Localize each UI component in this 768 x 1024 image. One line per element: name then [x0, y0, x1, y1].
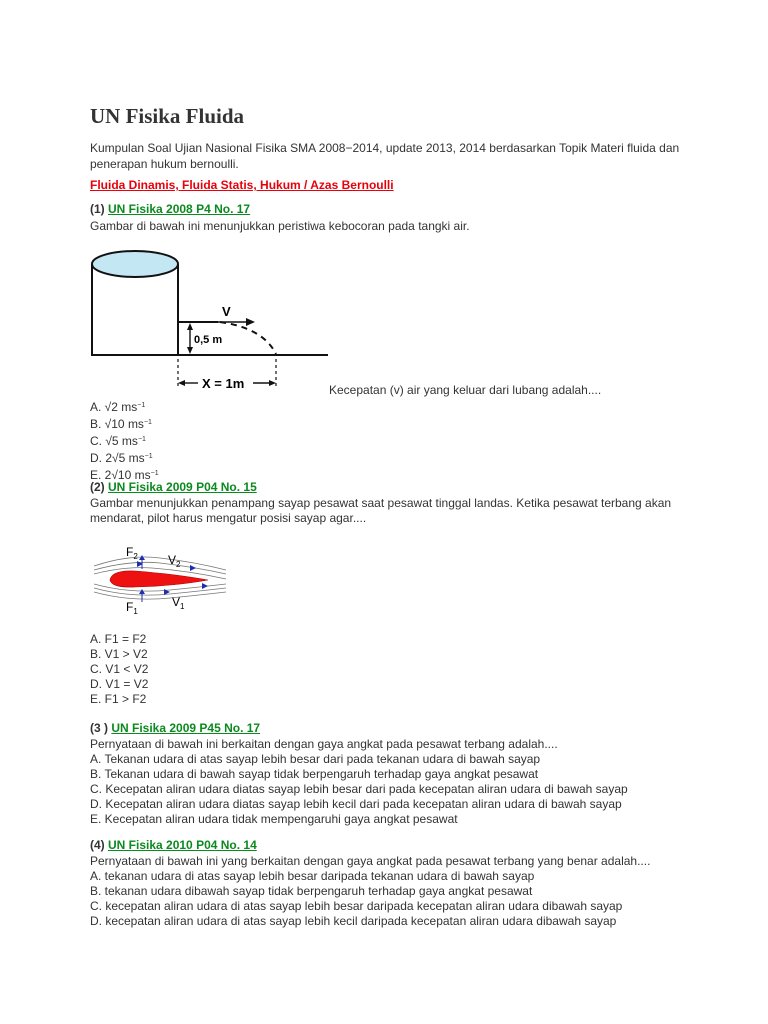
question-4-link[interactable]: UN Fisika 2010 P04 No. 14 [108, 838, 257, 852]
option-a: A. Tekanan udara di atas sayap lebih besar dari pada tekanan udara di bawah sayap [90, 752, 541, 766]
height-label: 0,5 m [194, 334, 223, 346]
option-b: B. Tekanan udara di bawah sayap tidak berpengaruh terhadap gaya angkat pesawat [90, 767, 539, 781]
v2-label: $V_2$ [168, 553, 181, 569]
question-2-header [90, 480, 257, 494]
option-b: B. V1 > V2 [90, 647, 148, 661]
question-2-link[interactable]: UN Fisika 2009 P04 No. 15 [108, 480, 257, 494]
option-d: D. Kecepatan aliran udara diatas sayap lebih kecil dari pada kecepatan aliran udara di bawah sayap [90, 797, 622, 811]
option-b: B. tekanan udara dibawah sayap tidak berpengaruh terhadap gaya angkat pesawat [90, 884, 533, 898]
option-d: D. kecepatan aliran udara di atas sayap lebih kecil daripada kecepatan aliran udara dibawah sayap [90, 914, 617, 928]
option-c: C. V1 < V2 [90, 662, 149, 676]
intro-text: Kumpulan Soal Ujian Nasional Fisika SMA 2008−2014, update 2013, 2014 berdasarkan Topik Materi fluida dan penerapan hukum bernoulli. [90, 141, 680, 171]
question-1-options [90, 398, 159, 483]
option-d: D. 2√5 $ms^{-1}$ [90, 451, 153, 465]
question-3-number: (3 ) [90, 721, 108, 735]
v1-label: $V_1$ [172, 595, 185, 611]
question-1-number: (1) [90, 202, 105, 216]
question-3-header [90, 721, 260, 735]
question-2-options [90, 632, 148, 707]
option-b: B. √10 $ms^{-1}$ [90, 417, 152, 431]
distance-label: X = 1m [202, 376, 245, 391]
option-c: C. kecepatan aliran udara di atas sayap lebih besar daripada kecepatan aliran udara dibawah sayap [90, 899, 623, 913]
tank-leak-figure [88, 246, 338, 394]
page-title: UN Fisika Fluida [90, 104, 245, 128]
topic-link[interactable]: Fluida Dinamis, Fluida Statis, Hukum / Azas Bernoulli [90, 178, 394, 192]
question-4-number: (4) [90, 838, 105, 852]
question-1-header [90, 202, 250, 216]
question-1-link[interactable]: UN Fisika 2008 P4 No. 17 [108, 202, 251, 216]
question-3-stem: Pernyataan di bawah ini berkaitan dengan gaya angkat pada pesawat terbang adalah.... [90, 737, 558, 751]
option-c: C. Kecepatan aliran udara diatas sayap lebih besar dari pada kecepatan aliran udara di bawah sayap [90, 782, 628, 796]
question-4-header [90, 838, 257, 852]
question-4-stem: Pernyataan di bawah ini yang berkaitan dengan gaya angkat pada pesawat terbang yang benar adalah.... [90, 854, 651, 868]
question-1-stem: Gambar di bawah ini menunjukkan peristiwa kebocoran pada tangki air. [90, 219, 470, 233]
option-e: E. F1 > F2 [90, 692, 147, 706]
option-c: C. √5 $ms^{-1}$ [90, 434, 146, 448]
option-a: A. √2 $ms^{-1}$ [90, 400, 146, 414]
option-a: A. F1 = F2 [90, 632, 147, 646]
question-3-link[interactable]: UN Fisika 2009 P45 No. 17 [111, 721, 261, 735]
f2-label: $F_2$ [126, 545, 138, 561]
question-1-prompt: Kecepatan (v) air yang keluar dari lubang adalah.... [329, 383, 602, 397]
option-e: E. Kecepatan aliran udara tidak mempengaruhi gaya angkat pesawat [90, 812, 458, 826]
option-a: A. tekanan udara di atas sayap lebih besar daripada tekanan udara di bawah sayap [90, 869, 535, 883]
velocity-label: V [222, 304, 231, 319]
f1-label: $F_1$ [126, 600, 138, 616]
question-4-body [90, 854, 650, 929]
question-2-number: (2) [90, 480, 105, 494]
question-3-body [90, 737, 628, 827]
wing-airflow-figure [90, 544, 230, 616]
question-2-stem: Gambar menunjukkan penampang sayap pesawat saat pesawat tinggal landas. Ketika pesawat terbang akan mendarat, pilot harus mengatur posisi sayap agar.... [90, 496, 672, 525]
option-e: E. 2√10 $ms^{-1}$ [90, 468, 159, 482]
option-d: D. V1 = V2 [90, 677, 149, 691]
